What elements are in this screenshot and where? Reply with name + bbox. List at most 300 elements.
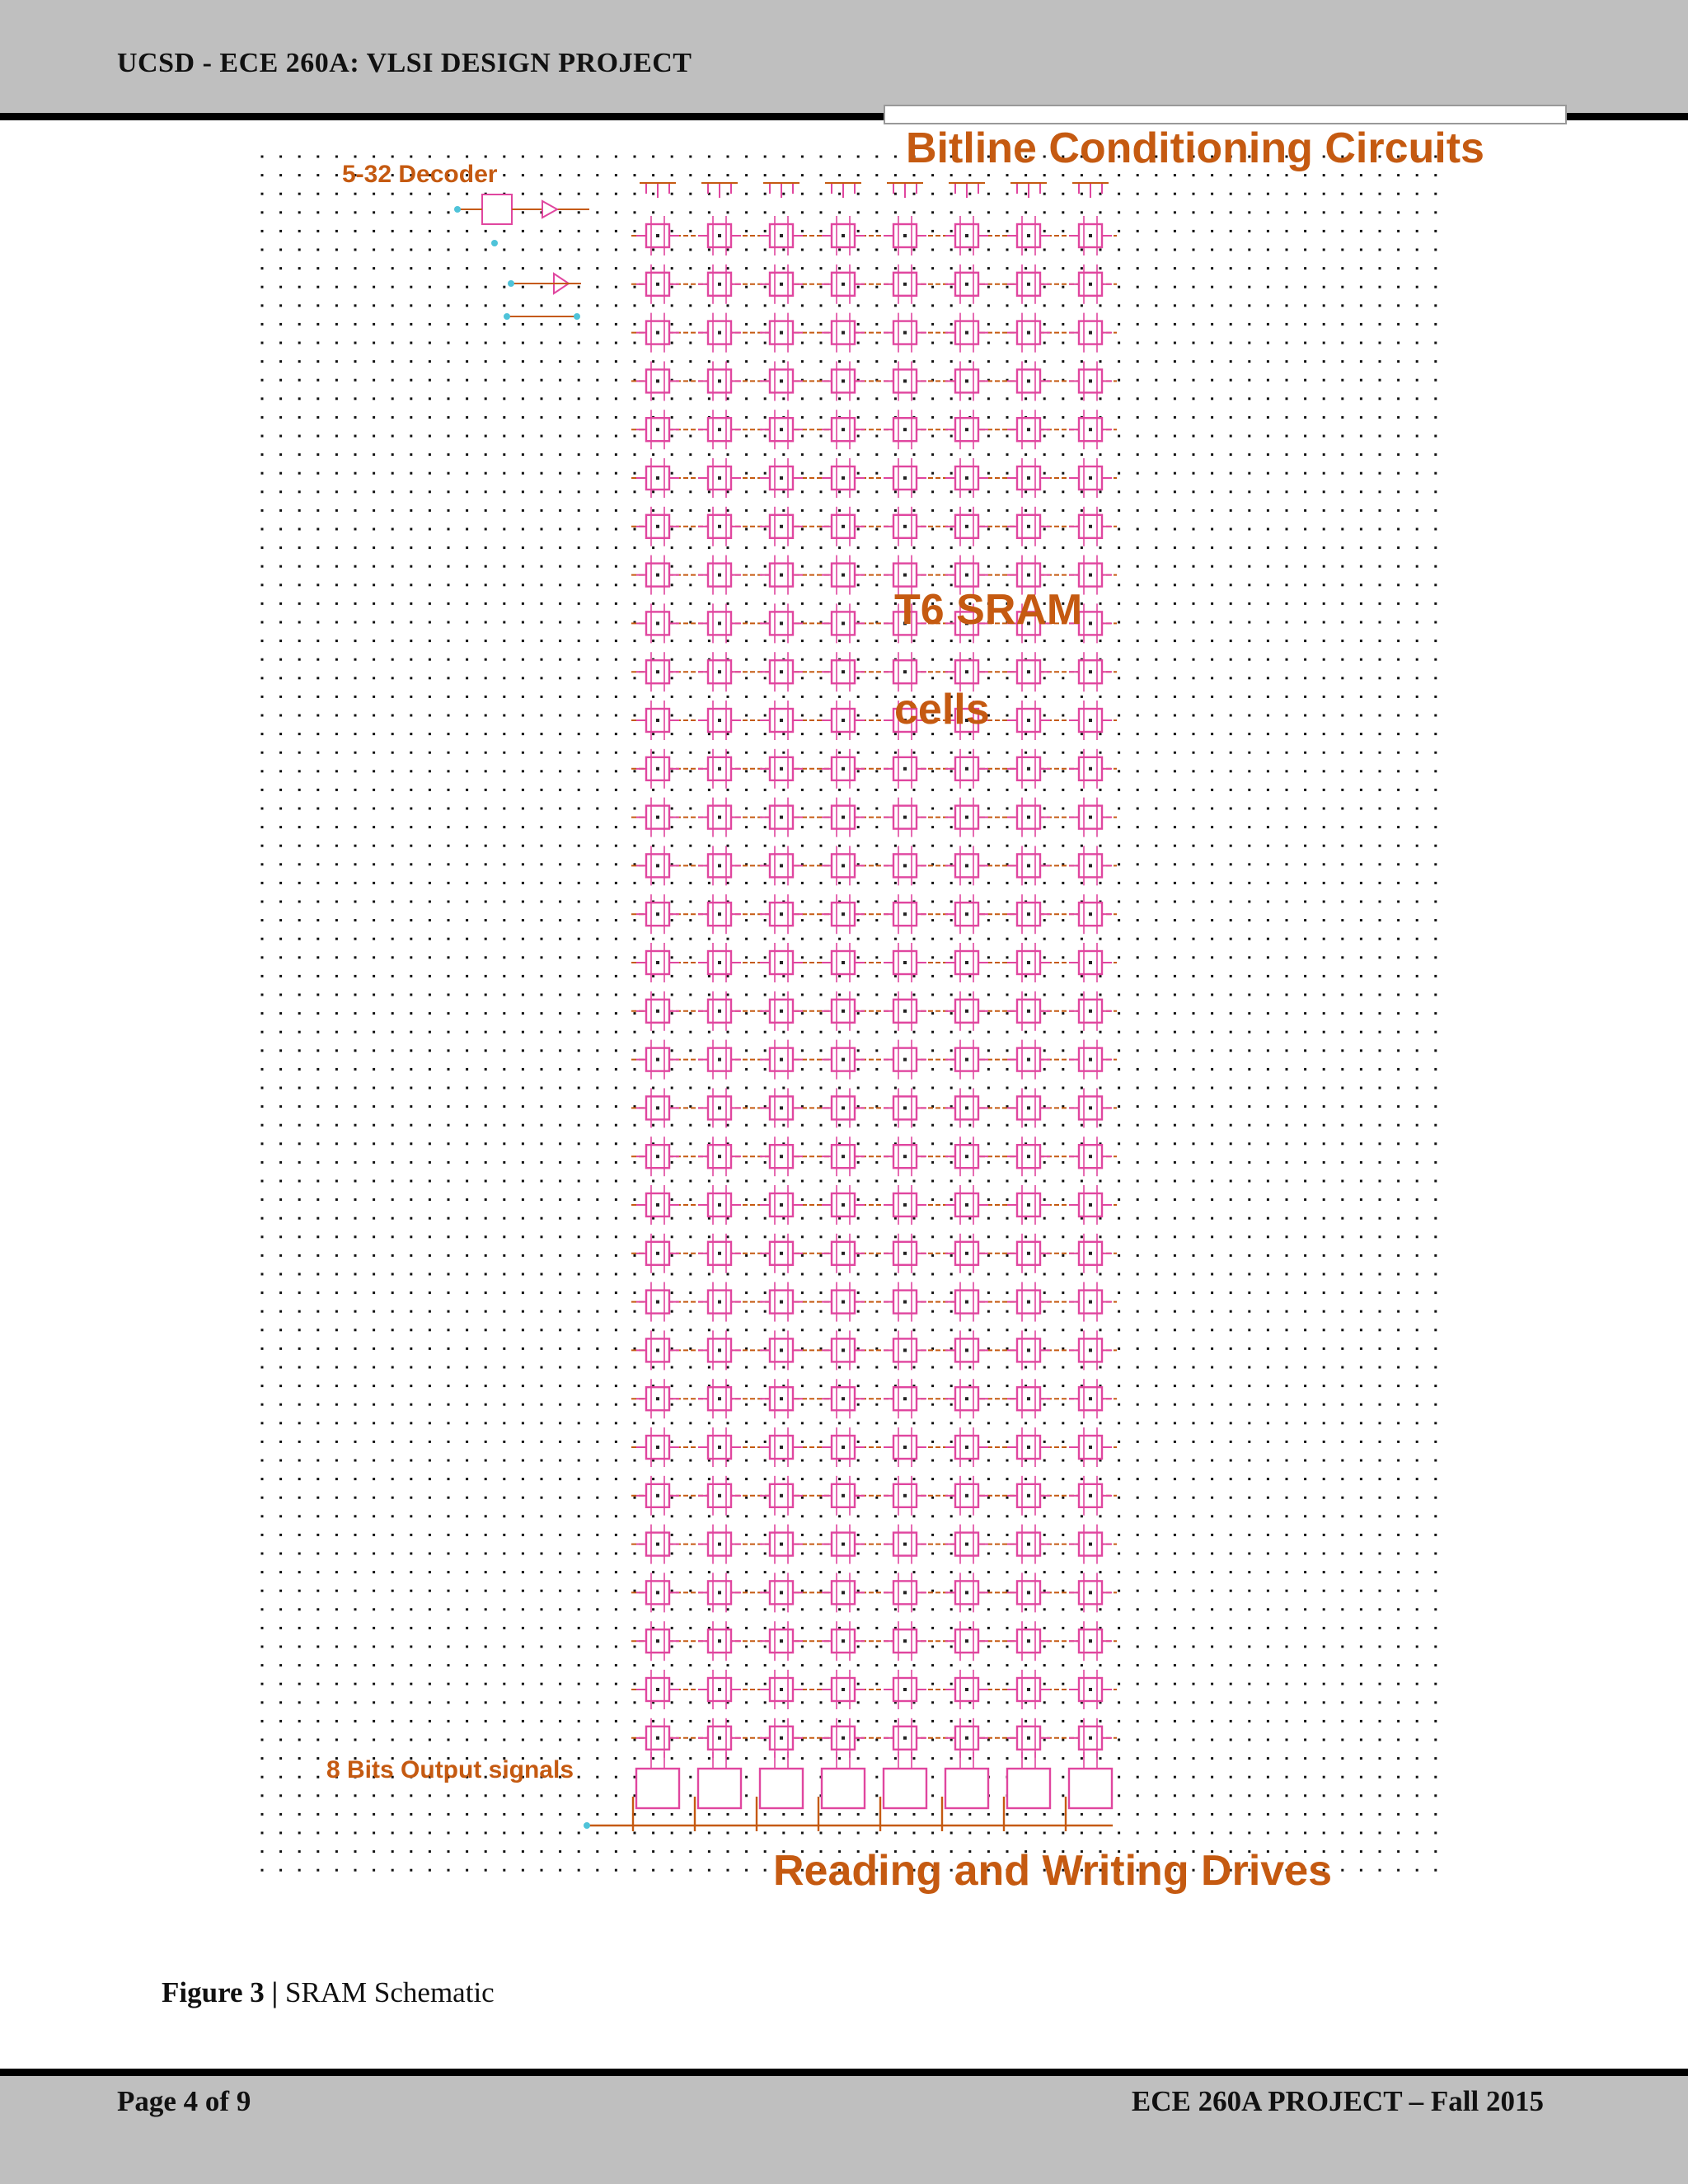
grid-dot [448,1254,450,1257]
grid-dot [279,156,282,158]
grid-dot [1062,733,1064,735]
grid-dot [279,1105,282,1108]
grid-dot [1360,1478,1362,1480]
grid-dot [392,1087,394,1090]
grid-dot [1230,1534,1232,1536]
grid-dot [1193,1460,1195,1462]
grid-dot [335,826,338,828]
grid-dot [279,546,282,549]
grid-dot [987,360,990,363]
grid-dot [1360,1087,1362,1090]
grid-dot [596,863,598,865]
grid-dot [1304,882,1306,884]
grid-dot [410,546,412,549]
grid-dot [1248,1553,1250,1555]
grid-dot [1323,1329,1325,1331]
grid-dot [671,602,673,605]
grid-dot [1174,919,1176,921]
grid-dot [596,472,598,475]
grid-dot [820,1273,823,1276]
grid-dot [1006,1068,1009,1071]
grid-dot [745,156,748,158]
grid-dot [335,156,338,158]
grid-dot [1006,1329,1009,1331]
grid-dot [1193,1124,1195,1127]
grid-dot [298,286,301,288]
grid-dot [1230,360,1232,363]
grid-dot [578,1385,580,1387]
grid-dot [1025,1235,1027,1238]
grid-dot [1379,1347,1381,1350]
grid-dot [1025,752,1027,754]
grid-dot [429,1273,431,1276]
grid-dot [1267,715,1269,717]
grid-dot [1155,1161,1157,1164]
grid-dot [1025,1180,1027,1183]
grid-dot [894,1087,897,1090]
grid-dot [1211,286,1213,288]
grid-dot [1211,435,1213,438]
grid-dot [1043,994,1046,996]
grid-dot [392,863,394,865]
grid-dot [1137,174,1139,176]
grid-dot [1286,472,1288,475]
grid-dot [987,1515,990,1517]
grid-dot [1137,733,1139,735]
grid-dot [392,677,394,679]
grid-dot [1006,938,1009,940]
grid-dot [1062,304,1064,307]
grid-dot [1248,1385,1250,1387]
grid-dot [335,621,338,624]
grid-dot [522,490,524,493]
grid-dot [745,1310,748,1313]
grid-dot [1118,621,1120,624]
grid-dot [429,1422,431,1424]
grid-dot [354,1571,357,1573]
grid-dot [354,490,357,493]
grid-dot [596,1235,598,1238]
grid-dot [950,658,953,661]
grid-dot [578,249,580,251]
grid-dot [448,1087,450,1090]
grid-dot [354,1198,357,1201]
grid-dot [1043,397,1046,400]
grid-dot [1062,1031,1064,1033]
grid-dot [801,602,804,605]
grid-dot [1304,640,1306,642]
grid-dot [559,304,561,307]
grid-dot [316,565,319,568]
grid-dot [1304,658,1306,661]
grid-dot [429,435,431,438]
grid-dot [764,211,767,213]
grid-dot [1379,901,1381,903]
grid-dot [987,1161,990,1164]
grid-dot [838,211,841,213]
grid-dot [1286,1571,1288,1573]
grid-dot [578,1068,580,1071]
grid-dot [820,1068,823,1071]
grid-dot [745,193,748,195]
grid-dot [857,1161,860,1164]
grid-dot [820,1012,823,1015]
grid-dot [1397,1049,1400,1052]
grid-dot [1118,1441,1120,1443]
grid-dot [1286,379,1288,382]
grid-dot [1174,360,1176,363]
grid-dot [410,1590,412,1592]
grid-dot [671,435,673,438]
grid-dot [1434,1142,1437,1145]
grid-dot [875,1590,878,1592]
grid-dot [615,658,617,661]
grid-dot [503,658,505,661]
grid-dot [1118,1031,1120,1033]
grid-dot [857,1366,860,1369]
grid-dot [1118,1347,1120,1350]
grid-dot [1137,1329,1139,1331]
grid-dot [279,416,282,419]
grid-dot [1379,416,1381,419]
grid-dot [764,1068,767,1071]
grid-dot [559,1310,561,1313]
grid-dot [1304,435,1306,438]
grid-dot [1341,1291,1343,1294]
grid-dot [1118,640,1120,642]
grid-dot [485,1087,487,1090]
grid-dot [1304,1422,1306,1424]
grid-dot [298,304,301,307]
grid-dot [1062,565,1064,568]
grid-dot [1323,490,1325,493]
grid-dot [875,1235,878,1238]
grid-dot [615,677,617,679]
grid-dot [875,1291,878,1294]
grid-dot [316,435,319,438]
grid-dot [782,509,785,512]
grid-dot [335,435,338,438]
grid-dot [782,304,785,307]
grid-dot [968,752,971,754]
grid-dot [373,1478,375,1480]
grid-dot [466,1273,468,1276]
grid-dot [1397,1478,1400,1480]
grid-dot [1006,1385,1009,1387]
grid-dot [1379,174,1381,176]
grid-dot [1193,1142,1195,1145]
grid-dot [541,472,543,475]
grid-dot [596,156,598,158]
grid-dot [596,1422,598,1424]
grid-dot [596,267,598,269]
grid-dot [466,249,468,251]
grid-dot [578,808,580,810]
grid-dot [1081,938,1083,940]
grid-dot [987,1273,990,1276]
grid-dot [373,379,375,382]
grid-dot [1248,323,1250,326]
grid-dot [596,696,598,698]
grid-dot [1397,770,1400,772]
grid-dot [1174,490,1176,493]
grid-dot [316,1422,319,1424]
grid-dot [1137,1347,1139,1350]
grid-dot [1416,1068,1418,1071]
grid-dot [745,733,748,735]
grid-dot [727,696,729,698]
grid-dot [1323,1534,1325,1536]
grid-dot [429,1254,431,1257]
grid-dot [1360,956,1362,958]
grid-dot [578,919,580,921]
grid-dot [1434,453,1437,456]
grid-dot [875,1329,878,1331]
grid-dot [392,994,394,996]
grid-dot [615,156,617,158]
grid-dot [1174,882,1176,884]
grid-dot [801,1553,804,1555]
grid-dot [1434,1497,1437,1499]
grid-dot [1211,304,1213,307]
grid-dot [1193,826,1195,828]
grid-dot [801,1310,804,1313]
grid-dot [279,1087,282,1090]
grid-dot [596,1254,598,1257]
grid-dot [1230,1329,1232,1331]
grid-dot [745,1515,748,1517]
grid-dot [1006,1012,1009,1015]
grid-dot [1267,453,1269,456]
grid-dot [1341,1553,1343,1555]
grid-dot [857,546,860,549]
grid-dot [485,770,487,772]
grid-dot [559,1012,561,1015]
grid-dot [596,546,598,549]
grid-dot [1286,1105,1288,1108]
grid-dot [615,1329,617,1331]
grid-dot [820,453,823,456]
grid-dot [1341,752,1343,754]
grid-dot [485,919,487,921]
grid-dot [727,1366,729,1369]
grid-dot [1397,696,1400,698]
grid-dot [838,360,841,363]
grid-dot [634,509,636,512]
grid-dot [373,621,375,624]
grid-dot [578,1329,580,1331]
grid-dot [950,1329,953,1331]
grid-dot [1267,1404,1269,1406]
grid-dot [1360,1571,1362,1573]
grid-dot [1379,528,1381,531]
grid-dot [1416,1366,1418,1369]
grid-dot [894,938,897,940]
grid-dot [987,304,990,307]
grid-dot [298,342,301,344]
grid-dot [727,1478,729,1480]
grid-dot [541,1534,543,1536]
grid-dot [689,1291,692,1294]
grid-dot [373,583,375,586]
grid-dot [1137,677,1139,679]
grid-dot [559,1347,561,1350]
grid-dot [764,919,767,921]
grid-dot [1323,1497,1325,1499]
grid-dot [745,994,748,996]
grid-dot [522,901,524,903]
grid-dot [1137,1087,1139,1090]
grid-dot [1379,677,1381,679]
grid-dot [485,696,487,698]
grid-dot [448,752,450,754]
grid-dot [1155,1049,1157,1052]
grid-dot [1286,1161,1288,1164]
grid-dot [578,565,580,568]
grid-dot [335,752,338,754]
grid-dot [820,286,823,288]
grid-dot [875,901,878,903]
grid-dot [298,1142,301,1145]
grid-dot [1137,1571,1139,1573]
grid-dot [1193,696,1195,698]
grid-dot [466,1441,468,1443]
grid-dot [1286,1441,1288,1443]
grid-dot [1211,174,1213,176]
grid-dot [727,640,729,642]
grid-dot [1006,658,1009,661]
grid-dot [1118,435,1120,438]
grid-dot [466,1422,468,1424]
grid-dot [448,397,450,400]
grid-dot [485,416,487,419]
grid-dot [485,267,487,269]
grid-dot [745,1291,748,1294]
grid-dot [1267,994,1269,996]
grid-dot [1323,863,1325,865]
grid-dot [745,397,748,400]
grid-dot [801,1404,804,1406]
grid-dot [448,882,450,884]
grid-dot [1416,379,1418,382]
grid-dot [838,845,841,847]
grid-dot [1230,1235,1232,1238]
grid-dot [857,1217,860,1220]
grid-dot [857,1310,860,1313]
grid-dot [931,1441,934,1443]
grid-dot [1100,1031,1102,1033]
grid-dot [261,1087,264,1090]
grid-dot [354,211,357,213]
grid-dot [838,397,841,400]
grid-dot [1100,267,1102,269]
grid-dot [1397,472,1400,475]
grid-dot [335,1273,338,1276]
grid-dot [913,1087,916,1090]
grid-dot [1155,453,1157,456]
grid-dot [1211,1422,1213,1424]
grid-dot [373,863,375,865]
grid-dot [485,715,487,717]
grid-dot [634,397,636,400]
grid-dot [1248,528,1250,531]
grid-dot [1248,397,1250,400]
grid-dot [634,1385,636,1387]
grid-dot [354,1553,357,1555]
grid-dot [578,546,580,549]
grid-dot [820,1310,823,1313]
grid-dot [316,1497,319,1499]
grid-dot [392,956,394,958]
grid-dot [429,156,431,158]
grid-dot [373,1329,375,1331]
grid-dot [1174,472,1176,475]
grid-dot [541,1441,543,1443]
grid-dot [1006,975,1009,977]
grid-dot [671,565,673,568]
grid-dot [429,1180,431,1183]
grid-dot [298,1273,301,1276]
grid-dot [913,1478,916,1480]
grid-dot [335,472,338,475]
grid-dot [857,938,860,940]
grid-dot [1360,1441,1362,1443]
grid-dot [429,1590,431,1592]
grid-dot [671,416,673,419]
grid-dot [261,1366,264,1369]
grid-dot [1211,1254,1213,1257]
grid-dot [448,1534,450,1536]
grid-dot [820,733,823,735]
grid-dot [987,416,990,419]
grid-dot [1267,1553,1269,1555]
grid-dot [671,230,673,232]
grid-dot [1137,975,1139,977]
grid-dot [1248,863,1250,865]
grid-dot [689,733,692,735]
grid-dot [1434,789,1437,791]
grid-dot [931,304,934,307]
grid-dot [354,1534,357,1536]
grid-dot [671,1310,673,1313]
grid-dot [1304,509,1306,512]
grid-dot [1230,1291,1232,1294]
grid-dot [298,1087,301,1090]
grid-dot [429,1198,431,1201]
grid-dot [1193,1310,1195,1313]
grid-dot [1341,509,1343,512]
grid-dot [298,919,301,921]
grid-dot [875,715,878,717]
grid-dot [820,342,823,344]
grid-dot [857,1068,860,1071]
grid-dot [1341,435,1343,438]
grid-dot [1323,1515,1325,1517]
grid-dot [1230,435,1232,438]
grid-dot [931,342,934,344]
grid-dot [466,211,468,213]
grid-dot [1118,267,1120,269]
grid-dot [578,1124,580,1127]
grid-dot [354,1404,357,1406]
grid-dot [820,1180,823,1183]
grid-dot [689,901,692,903]
grid-dot [578,1235,580,1238]
grid-dot [875,696,878,698]
grid-dot [1043,1049,1046,1052]
grid-dot [1304,1441,1306,1443]
grid-dot [1286,1534,1288,1536]
